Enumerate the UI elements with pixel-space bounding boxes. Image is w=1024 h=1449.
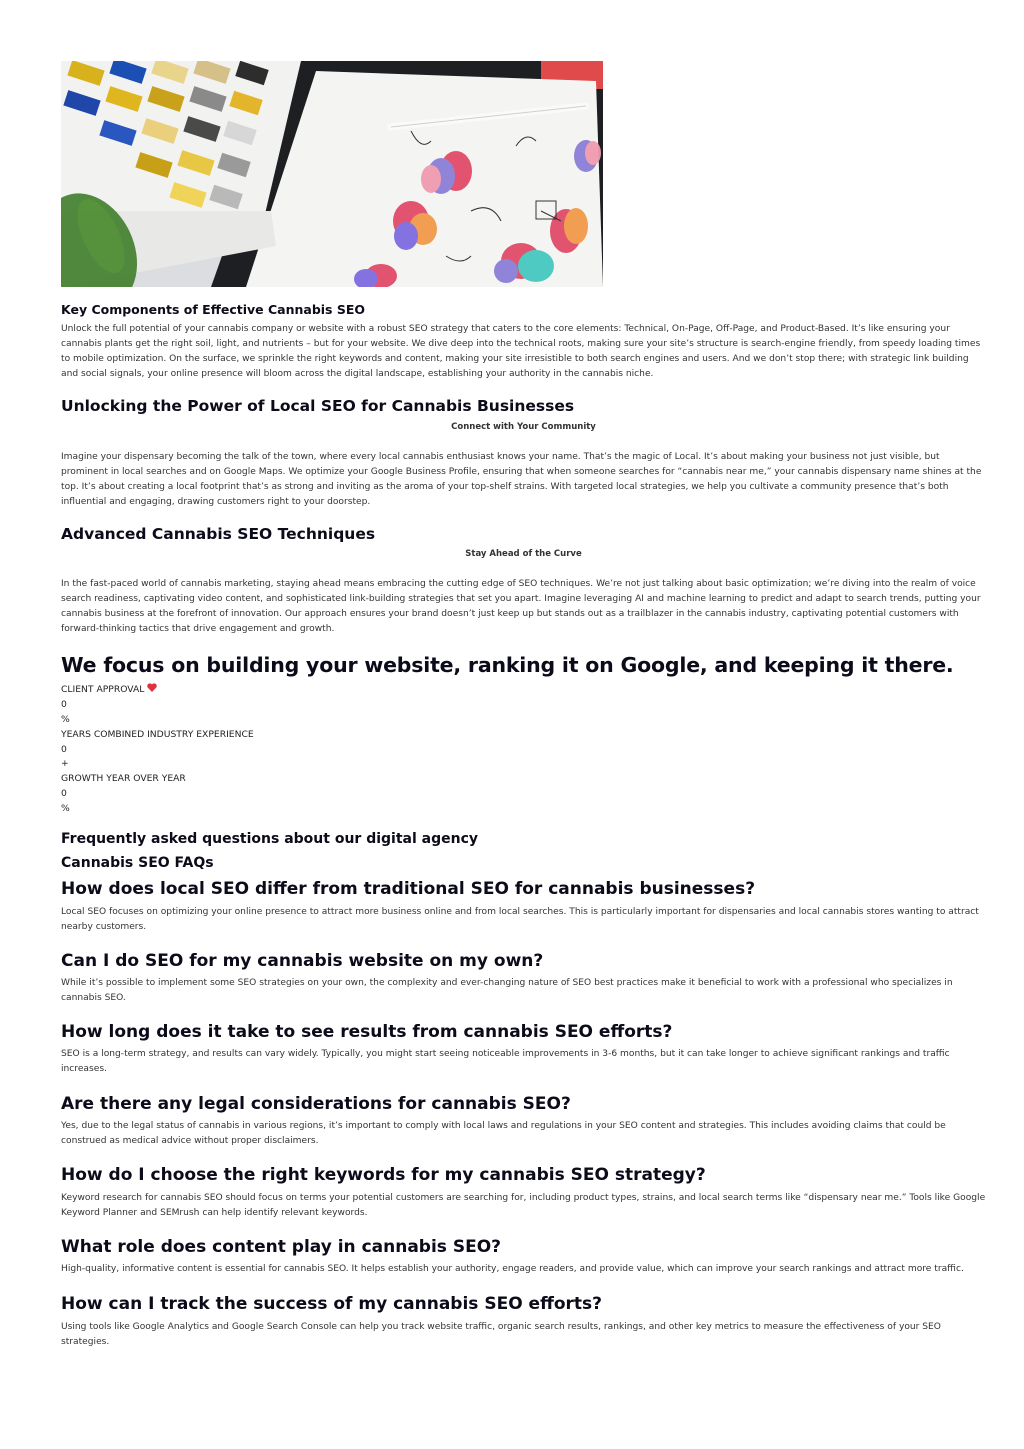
faq-question: Can I do SEO for my cannabis website on my own? <box>61 951 544 971</box>
faq-eyebrow: Frequently asked questions about our digital agency <box>61 831 479 847</box>
stat-client-approval-value: 0 <box>61 699 67 710</box>
faq-title: Cannabis SEO FAQs <box>61 855 214 871</box>
stat-client-approval-label: CLIENT APPROVAL <box>61 682 157 697</box>
advanced-seo-title: Advanced Cannabis SEO Techniques <box>61 525 376 543</box>
stat-client-approval-suffix: % <box>61 714 70 725</box>
faq-answer: Local SEO focuses on optimizing your online presence to attract more business online and from local searches. This is particularly important for dispensaries and local cannabis stores wanting to attract nearby customers. <box>61 907 979 932</box>
stat-growth-suffix: % <box>61 803 70 814</box>
faq-answer: SEO is a long-term strategy, and results can vary widely. Typically, you might start seeing noticeable improvements in 3-6 months, but it can take longer to achieve significant rankings and traffic increases. <box>61 1049 950 1074</box>
stat-experience-label: YEARS COMBINED INDUSTRY EXPERIENCE <box>61 729 254 740</box>
hero-illustration <box>61 61 603 287</box>
local-seo-body: Imagine your dispensary becoming the talk of the town, where every local cannabis enthusiast knows your name. That’s the magic of Local. It’s about making your business not just visible, but prominent in local searches and on Google Maps. We optimize your Google Business Profile, ensuring that when someone searches for “cannabis near me,” your cannabis dispensary name shines at the top. It’s about creating a local footprint that’s as strong and inviting as the aroma of your top-shelf strains. With targeted local strategies, we help you cultivate a community presence that’s both influential and engaging, drawing customers right to your doorstep. <box>61 452 982 507</box>
faq-question: How can I track the success of my cannabis SEO efforts? <box>61 1294 603 1314</box>
faq-question: How long does it take to see results from cannabis SEO efforts? <box>61 1022 673 1042</box>
faq-answer: While it’s possible to implement some SEO strategies on your own, the complexity and ever-changing nature of SEO best practices make it beneficial to work with a professional who specializes in cannabis SEO. <box>61 978 953 1003</box>
faq-answer: High-quality, informative content is essential for cannabis SEO. It helps establish your authority, engage readers, and provide value, which can improve your search rankings and attract more traffic. <box>61 1264 964 1274</box>
stat-growth-label: GROWTH YEAR OVER YEAR <box>61 773 186 784</box>
faq-question: Are there any legal considerations for cannabis SEO? <box>61 1094 571 1114</box>
hero-image <box>61 61 603 287</box>
focus-headline: We focus on building your website, ranking it on Google, and keeping it there. <box>61 653 954 677</box>
local-seo-title: Unlocking the Power of Local SEO for Cannabis Businesses <box>61 397 575 415</box>
stat-experience-value: 0 <box>61 744 67 755</box>
heart-icon <box>147 682 157 697</box>
faq-question: What role does content play in cannabis SEO? <box>61 1237 502 1257</box>
faq-answer: Keyword research for cannabis SEO should focus on terms your potential customers are searching for, including product types, strains, and local search terms like “dispensary near me.” Tools like Google Keyword Planner and SEMrush can help identify relevant keywords. <box>61 1193 986 1218</box>
advanced-seo-body: In the fast-paced world of cannabis marketing, staying ahead means embracing the cutting edge of SEO techniques. We’re not just talking about basic optimization; we’re diving into the realm of voice search readiness, captivating video content, and sophisticated link-building strategies that set you apart. Imagine leveraging AI and machine learning to predict and adapt to search trends, putting your cannabis business at the forefront of innovation. Our approach ensures your brand doesn’t just keep up but stands out as a trailblazer in the cannabis industry, captivating potential customers with forward-thinking tactics that drive engagement and growth. <box>61 579 981 634</box>
components-title: Key Components of Effective Cannabis SEO <box>61 302 366 317</box>
faq-question: How do I choose the right keywords for my cannabis SEO strategy? <box>61 1165 706 1185</box>
stat-growth-value: 0 <box>61 788 67 799</box>
local-seo-subtitle: Connect with Your Community <box>451 422 596 432</box>
stat-experience-suffix: + <box>61 758 69 769</box>
advanced-seo-subtitle: Stay Ahead of the Curve <box>465 549 582 559</box>
faq-answer: Yes, due to the legal status of cannabis in various regions, it’s important to comply with local laws and regulations in your SEO content and strategies. This includes avoiding claims that could be construed as medical advice without proper disclaimers. <box>61 1121 946 1146</box>
components-body: Unlock the full potential of your cannabis company or website with a robust SEO strategy that caters to the core elements: Technical, On-Page, Off-Page, and Product-Based. It’s like ensuring your cannabis plants get the right soil, light, and nutrients – but for your website. We dive deep into the technical roots, making sure your site’s structure is search-engine friendly, from speedy loading times to mobile optimization. On the surface, we sprinkle the right keywords and content, making your site irresistible to both search engines and users. And we don’t stop there; with strategic link building and social signals, your online presence will bloom across the digital landscape, establishing your authority in the cannabis niche. <box>61 324 981 379</box>
faq-answer: Using tools like Google Analytics and Google Search Console can help you track website traffic, organic search results, rankings, and other key metrics to measure the effectiveness of your SEO strategies. <box>61 1322 941 1347</box>
faq-question: How does local SEO differ from traditional SEO for cannabis businesses? <box>61 879 756 899</box>
